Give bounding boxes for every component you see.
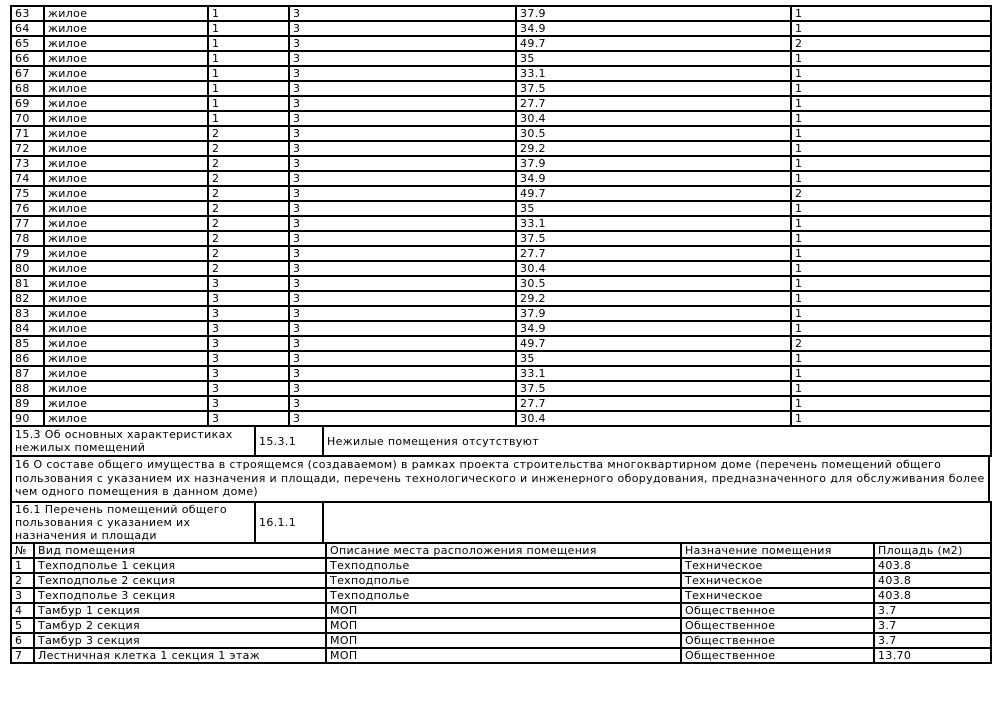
table-row <box>11 603 991 618</box>
table-cell: 1 <box>791 171 991 186</box>
table-cell: 3 <box>289 231 516 246</box>
table-cell: 1 <box>208 96 289 111</box>
table-cell: 33.1 <box>516 366 791 381</box>
table-cell: 403.8 <box>874 558 991 573</box>
table-cell: жилое <box>44 291 208 306</box>
table-cell: Общественное <box>681 648 874 663</box>
table-row <box>11 231 991 246</box>
table-cell: 37.9 <box>516 6 791 21</box>
table-cell: жилое <box>44 66 208 81</box>
table-cell: 49.7 <box>516 336 791 351</box>
table-cell: 65 <box>11 36 44 51</box>
table-cell: 1 <box>791 261 991 276</box>
table-cell: 64 <box>11 21 44 36</box>
table-row <box>11 366 991 381</box>
table-cell: жилое <box>44 21 208 36</box>
table-cell: 81 <box>11 276 44 291</box>
table-cell: 1 <box>791 126 991 141</box>
table-cell: 1 <box>791 51 991 66</box>
table-cell: 1 <box>791 396 991 411</box>
table-cell: Лестничная клетка 1 секция 1 этаж <box>34 648 326 663</box>
table-cell: 29.2 <box>516 141 791 156</box>
table-cell: Техподполье 3 секция <box>34 588 326 603</box>
table-cell: жилое <box>44 381 208 396</box>
table-cell: жилое <box>44 351 208 366</box>
table-cell: 1 <box>208 6 289 21</box>
table-cell: жилое <box>44 51 208 66</box>
table-cell: 3 <box>289 171 516 186</box>
table-row <box>11 588 991 603</box>
table-cell: 1 <box>791 156 991 171</box>
table-cell: 37.5 <box>516 381 791 396</box>
table-cell: 13.70 <box>874 648 991 663</box>
table-cell: 1 <box>791 21 991 36</box>
table-cell: 1 <box>791 351 991 366</box>
table-cell: 82 <box>11 291 44 306</box>
table-cell: Техподполье 1 секция <box>34 558 326 573</box>
table-cell: жилое <box>44 96 208 111</box>
table-cell: жилое <box>44 231 208 246</box>
table-cell: 7 <box>11 648 34 663</box>
common-areas-table-body <box>11 558 991 663</box>
table-row <box>11 201 991 216</box>
table-row <box>11 6 991 21</box>
table-cell: жилое <box>44 366 208 381</box>
table-cell: 3 <box>289 366 516 381</box>
table-cell: 72 <box>11 141 44 156</box>
table-cell: 86 <box>11 351 44 366</box>
table-cell: 3 <box>289 291 516 306</box>
table-row <box>11 141 991 156</box>
table-cell: 34.9 <box>516 171 791 186</box>
table-cell: 2 <box>208 156 289 171</box>
table-cell: 34.9 <box>516 21 791 36</box>
table-cell: жилое <box>44 306 208 321</box>
table-cell: 90 <box>11 411 44 426</box>
section-16-heading: 16 О составе общего имущества в строящемся (создаваемом) в рамках проекта строительства многоквартирном доме (перечень помещений общего пользования с указанием их назначения и площади, перечень технологического и инженерного оборудования, предназначенного для обслуживания более чем одного помещения в данном доме) <box>10 455 990 503</box>
table-cell: 3.7 <box>874 633 991 648</box>
table-cell: 2 <box>208 201 289 216</box>
section-15-3-value: Нежилые помещения отсутствуют <box>323 426 991 456</box>
table-cell: 35 <box>516 351 791 366</box>
table-row <box>11 618 991 633</box>
table-cell: 2 <box>208 126 289 141</box>
table-cell: 89 <box>11 396 44 411</box>
table-row <box>11 246 991 261</box>
table-cell: 27.7 <box>516 96 791 111</box>
table-row <box>11 66 991 81</box>
table-cell: жилое <box>44 111 208 126</box>
table-row <box>11 633 991 648</box>
table-cell: 1 <box>11 558 34 573</box>
table-row <box>11 411 991 426</box>
table-row <box>11 381 991 396</box>
apartments-table-body <box>11 6 991 426</box>
table-cell: 3 <box>289 51 516 66</box>
table-cell: 3 <box>208 321 289 336</box>
table-cell: 1 <box>208 36 289 51</box>
table-cell: 3 <box>289 36 516 51</box>
table-cell: 34.9 <box>516 321 791 336</box>
table-cell: жилое <box>44 141 208 156</box>
table-cell: 37.5 <box>516 231 791 246</box>
table-cell: жилое <box>44 396 208 411</box>
table-cell: 3 <box>289 111 516 126</box>
table-cell: Техподполье <box>326 588 681 603</box>
table-row <box>11 216 991 231</box>
table-cell: Техническое <box>681 588 874 603</box>
table-cell: жилое <box>44 126 208 141</box>
table-cell: жилое <box>44 321 208 336</box>
table-cell: 3.7 <box>874 603 991 618</box>
table-cell: 3 <box>289 216 516 231</box>
table-cell: 71 <box>11 126 44 141</box>
table-cell: 3 <box>208 291 289 306</box>
table-cell: 2 <box>208 216 289 231</box>
table-cell: 70 <box>11 111 44 126</box>
table-cell: 2 <box>791 36 991 51</box>
table-cell: 3 <box>289 201 516 216</box>
table-cell: Техподполье 2 секция <box>34 573 326 588</box>
table-cell: 6 <box>11 633 34 648</box>
table-cell: 3 <box>289 96 516 111</box>
table-row <box>11 396 991 411</box>
table-cell: 37.9 <box>516 156 791 171</box>
table-cell: 3 <box>208 381 289 396</box>
table-cell: 2 <box>208 171 289 186</box>
table-cell: 69 <box>11 96 44 111</box>
table-cell: 1 <box>791 231 991 246</box>
table-cell: МОП <box>326 618 681 633</box>
table-cell: жилое <box>44 336 208 351</box>
table-cell: жилое <box>44 36 208 51</box>
table-cell: 1 <box>791 276 991 291</box>
table-cell: 30.4 <box>516 411 791 426</box>
column-header-area: Площадь (м2) <box>874 543 991 558</box>
table-row <box>11 81 991 96</box>
table-cell: 3 <box>289 261 516 276</box>
table-cell: 2 <box>208 246 289 261</box>
table-cell: 3.7 <box>874 618 991 633</box>
table-cell: 67 <box>11 66 44 81</box>
column-header-room-type: Вид помещения <box>34 543 326 558</box>
table-row <box>11 558 991 573</box>
table-cell: 30.4 <box>516 261 791 276</box>
table-cell: 33.1 <box>516 66 791 81</box>
table-cell: 77 <box>11 216 44 231</box>
common-areas-table <box>10 542 992 664</box>
table-cell: Общественное <box>681 618 874 633</box>
table-cell: 76 <box>11 201 44 216</box>
table-cell: 78 <box>11 231 44 246</box>
table-cell: 1 <box>791 381 991 396</box>
column-header-purpose: Назначение помещения <box>681 543 874 558</box>
table-cell: жилое <box>44 81 208 96</box>
table-row <box>11 502 991 543</box>
table-cell: 3 <box>289 66 516 81</box>
table-cell: 403.8 <box>874 588 991 603</box>
table-cell: 3 <box>289 156 516 171</box>
table-cell: 1 <box>791 246 991 261</box>
table-cell: 403.8 <box>874 573 991 588</box>
table-cell: 2 <box>208 261 289 276</box>
section-16-1-row <box>10 501 992 544</box>
table-cell: 27.7 <box>516 396 791 411</box>
table-cell: 33.1 <box>516 216 791 231</box>
table-cell: МОП <box>326 648 681 663</box>
table-cell: 3 <box>208 306 289 321</box>
table-cell: 1 <box>208 111 289 126</box>
table-row <box>11 96 991 111</box>
table-cell: 3 <box>289 396 516 411</box>
table-cell: жилое <box>44 171 208 186</box>
table-cell: 3 <box>289 276 516 291</box>
table-cell: 37.9 <box>516 306 791 321</box>
table-row <box>11 51 991 66</box>
table-cell: 2 <box>208 141 289 156</box>
table-cell: 3 <box>289 351 516 366</box>
table-cell: 3 <box>208 351 289 366</box>
section-16-1-label: 16.1 Перечень помещений общего пользования с указанием их назначения и площади <box>11 502 255 543</box>
table-cell: 80 <box>11 261 44 276</box>
table-cell: жилое <box>44 411 208 426</box>
table-cell: 3 <box>289 6 516 21</box>
table-cell: 3 <box>289 246 516 261</box>
table-cell: 35 <box>516 51 791 66</box>
column-header-number: № <box>11 543 34 558</box>
table-cell: 1 <box>791 96 991 111</box>
table-cell: Тамбур 3 секция <box>34 633 326 648</box>
table-cell: 37.5 <box>516 81 791 96</box>
table-cell: 1 <box>791 6 991 21</box>
table-cell: 1 <box>791 141 991 156</box>
table-cell: Техническое <box>681 573 874 588</box>
table-cell: 2 <box>208 231 289 246</box>
table-cell: 3 <box>289 21 516 36</box>
table-cell: жилое <box>44 276 208 291</box>
table-cell: 4 <box>11 603 34 618</box>
table-cell: Техподполье <box>326 558 681 573</box>
table-cell: МОП <box>326 633 681 648</box>
section-16-1-code: 16.1.1 <box>255 502 323 543</box>
table-cell: 1 <box>791 111 991 126</box>
table-cell: 27.7 <box>516 246 791 261</box>
table-cell: 3 <box>289 186 516 201</box>
table-cell: 29.2 <box>516 291 791 306</box>
table-cell: 49.7 <box>516 36 791 51</box>
table-cell: 74 <box>11 171 44 186</box>
table-cell: Техподполье <box>326 573 681 588</box>
table-cell: жилое <box>44 156 208 171</box>
table-cell: 3 <box>289 81 516 96</box>
table-cell: 49.7 <box>516 186 791 201</box>
table-cell: 1 <box>791 66 991 81</box>
table-cell: 3 <box>208 366 289 381</box>
table-cell: 3 <box>208 336 289 351</box>
table-row <box>11 126 991 141</box>
table-cell: 1 <box>208 66 289 81</box>
table-row <box>11 648 991 663</box>
table-row <box>11 573 991 588</box>
table-row <box>11 426 991 456</box>
table-cell: 3 <box>289 306 516 321</box>
table-cell: жилое <box>44 186 208 201</box>
table-cell: 1 <box>791 81 991 96</box>
table-cell: 2 <box>208 186 289 201</box>
table-cell: 30.5 <box>516 126 791 141</box>
table-row <box>11 306 991 321</box>
table-cell: Техническое <box>681 558 874 573</box>
table-row <box>11 351 991 366</box>
table-cell: 3 <box>11 588 34 603</box>
table-cell: 1 <box>208 51 289 66</box>
table-cell: 3 <box>289 141 516 156</box>
table-header-row <box>11 543 991 558</box>
table-cell: 1 <box>791 216 991 231</box>
table-cell: МОП <box>326 603 681 618</box>
table-cell: 3 <box>289 336 516 351</box>
table-row <box>11 36 991 51</box>
table-cell: 3 <box>289 381 516 396</box>
table-cell: Общественное <box>681 603 874 618</box>
table-row <box>11 321 991 336</box>
table-cell: 66 <box>11 51 44 66</box>
table-cell: Тамбур 2 секция <box>34 618 326 633</box>
table-cell: 3 <box>289 411 516 426</box>
table-row <box>11 261 991 276</box>
table-cell: 79 <box>11 246 44 261</box>
table-cell: 30.5 <box>516 276 791 291</box>
table-cell: 2 <box>791 186 991 201</box>
table-cell: 30.4 <box>516 111 791 126</box>
column-header-location: Описание места расположения помещения <box>326 543 681 558</box>
table-row <box>11 291 991 306</box>
table-cell: 3 <box>289 321 516 336</box>
table-cell: 85 <box>11 336 44 351</box>
table-cell: 63 <box>11 6 44 21</box>
table-row <box>11 336 991 351</box>
table-row <box>11 171 991 186</box>
apartments-table <box>10 5 992 427</box>
section-15-3-row <box>10 425 992 457</box>
table-cell: 1 <box>791 291 991 306</box>
table-cell: 1 <box>791 306 991 321</box>
section-15-3-code: 15.3.1 <box>255 426 323 456</box>
table-row <box>11 111 991 126</box>
table-cell: 73 <box>11 156 44 171</box>
table-row <box>11 276 991 291</box>
table-cell: 84 <box>11 321 44 336</box>
table-cell: 5 <box>11 618 34 633</box>
table-cell: 1 <box>791 366 991 381</box>
table-cell: Общественное <box>681 633 874 648</box>
table-row <box>11 21 991 36</box>
table-cell: жилое <box>44 246 208 261</box>
table-cell: 3 <box>208 276 289 291</box>
table-cell: 1 <box>208 21 289 36</box>
table-cell: 3 <box>289 126 516 141</box>
table-cell: 3 <box>208 411 289 426</box>
table-cell: жилое <box>44 201 208 216</box>
section-16-1-value <box>323 502 991 543</box>
table-cell: 35 <box>516 201 791 216</box>
table-cell: 1 <box>791 321 991 336</box>
table-cell: жилое <box>44 261 208 276</box>
table-cell: 1 <box>208 81 289 96</box>
table-cell: 2 <box>791 336 991 351</box>
section-15-3-label: 15.3 Об основных характеристиках нежилых помещений <box>11 426 255 456</box>
table-cell: 3 <box>208 396 289 411</box>
table-cell: Тамбур 1 секция <box>34 603 326 618</box>
table-cell: 75 <box>11 186 44 201</box>
table-cell: 1 <box>791 411 991 426</box>
table-row <box>11 186 991 201</box>
table-cell: 83 <box>11 306 44 321</box>
table-cell: жилое <box>44 6 208 21</box>
table-cell: 1 <box>791 201 991 216</box>
table-cell: 68 <box>11 81 44 96</box>
table-cell: 2 <box>11 573 34 588</box>
table-cell: 87 <box>11 366 44 381</box>
table-row <box>11 156 991 171</box>
table-cell: жилое <box>44 216 208 231</box>
table-cell: 88 <box>11 381 44 396</box>
